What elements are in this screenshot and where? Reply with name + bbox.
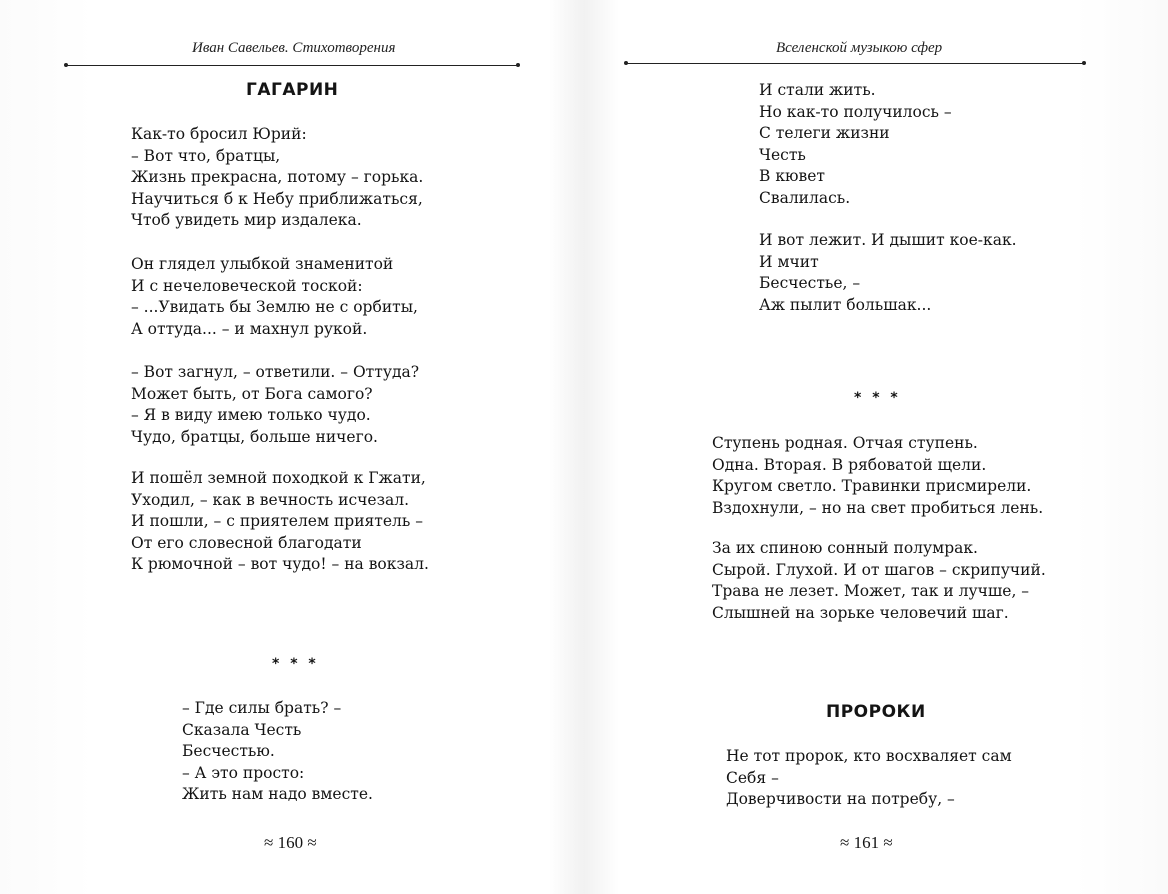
verse-line: Свалилась. <box>759 188 851 207</box>
verse-line: Но как-то получилось – <box>759 102 952 121</box>
verse-line: От его словесной благодати <box>131 533 362 552</box>
verse-line: Научиться б к Небу приближаться, <box>131 189 423 208</box>
verse-line: Доверчивости на потребу, – <box>726 790 955 808</box>
verse-line: Кругом светло. Травинки присмирели. <box>712 477 1032 495</box>
verse-line: И пошёл земной походкой к Гжати, <box>131 469 426 487</box>
verse-line: И с нечеловеческой тоской: <box>131 276 363 295</box>
gagarin-stanza-1 <box>131 124 423 232</box>
verse-line: – Где силы брать? – <box>182 699 342 717</box>
page-number-left: ≈ 160 ≈ <box>264 833 317 852</box>
poem2-stanza-3 <box>759 230 1017 316</box>
verse-line: Честь <box>759 145 806 164</box>
verse-line: Уходил, – как в вечность исчезал. <box>131 490 410 509</box>
section-separator-stars: * * * <box>854 390 901 406</box>
gagarin-stanza-2 <box>131 254 418 340</box>
poem3-stanza-1 <box>712 433 1043 519</box>
gagarin-stanza-3 <box>131 362 419 448</box>
poem-title-gagarin: ГАГАРИН <box>246 80 339 100</box>
verse-line: – ...Увидать бы Землю не с орбиты, <box>131 298 418 316</box>
gagarin-stanza-4 <box>131 468 429 576</box>
verse-line: А оттуда... – и махнул рукой. <box>131 319 368 338</box>
verse-line: С телеги жизни <box>759 124 890 142</box>
verse-line: И пошли, – с приятелем приятель – <box>131 512 424 530</box>
verse-line: Может быть, от Бога самого? <box>131 384 373 403</box>
verse-line: Слышней на зорьке человечий шаг. <box>712 603 1009 622</box>
verse-line: – Вот загнул, – ответили. – Оттуда? <box>131 363 420 381</box>
right-header-rule <box>626 63 1084 64</box>
verse-line: Одна. Вторая. В рябоватой щели. <box>712 455 987 474</box>
verse-line: Сырой. Глухой. И от шагов – скрипучий. <box>712 560 1046 579</box>
verse-line: Не тот пророк, кто восхваляет сам <box>726 747 1012 765</box>
verse-line: К рюмочной – вот чудо! – на вокзал. <box>131 555 429 573</box>
verse-line: Сказала Честь <box>182 720 302 739</box>
verse-line: За их спиною сонный полумрак. <box>712 539 978 557</box>
verse-line: Чудо, братцы, больше ничего. <box>131 427 378 446</box>
verse-line: Себя – <box>726 768 779 787</box>
verse-line: Аж пылит большак... <box>759 295 932 314</box>
verse-line: Бесчестье, – <box>759 274 861 292</box>
verse-line: Чтоб увидеть мир издалека. <box>131 211 362 229</box>
verse-line: – Вот что, братцы, <box>131 146 281 165</box>
verse-line: Жить нам надо вместе. <box>182 785 373 803</box>
verse-line: Трава не лезет. Может, так и лучше, – <box>712 582 1030 600</box>
verse-line: Как-то бросил Юрий: <box>131 125 307 143</box>
verse-line: Он глядел улыбкой знаменитой <box>131 255 394 273</box>
page-number-right: ≈ 161 ≈ <box>840 833 893 852</box>
right-running-head: Вселенской музыкою сфер <box>776 40 943 56</box>
verse-line: Вздохнули, – но на свет пробиться лень. <box>712 498 1044 517</box>
proroki-stanza-1 <box>726 746 1012 811</box>
right-page <box>584 0 1168 894</box>
poem-title-proroki: ПРОРОКИ <box>826 702 926 722</box>
verse-line: В кювет <box>759 167 825 185</box>
poem2-stanza-2 <box>759 80 952 209</box>
verse-line: Жизнь прекрасна, потому – горька. <box>131 168 424 186</box>
verse-line: И вот лежит. И дышит кое-как. <box>759 231 1017 249</box>
poem3-stanza-2 <box>712 538 1046 624</box>
verse-line: Ступень родная. Отчая ступень. <box>712 434 978 452</box>
verse-line: И мчит <box>759 252 819 271</box>
poem2-stanza-1 <box>182 698 373 806</box>
section-separator-stars: * * * <box>272 656 319 672</box>
left-running-head: Иван Савельев. Стихотворения <box>192 40 396 56</box>
verse-line: – Я в виду имею только чудо. <box>131 406 371 424</box>
verse-line: – А это просто: <box>182 763 305 782</box>
verse-line: Бесчестью. <box>182 742 275 760</box>
verse-line: И стали жить. <box>759 81 876 99</box>
left-header-rule <box>66 65 518 66</box>
